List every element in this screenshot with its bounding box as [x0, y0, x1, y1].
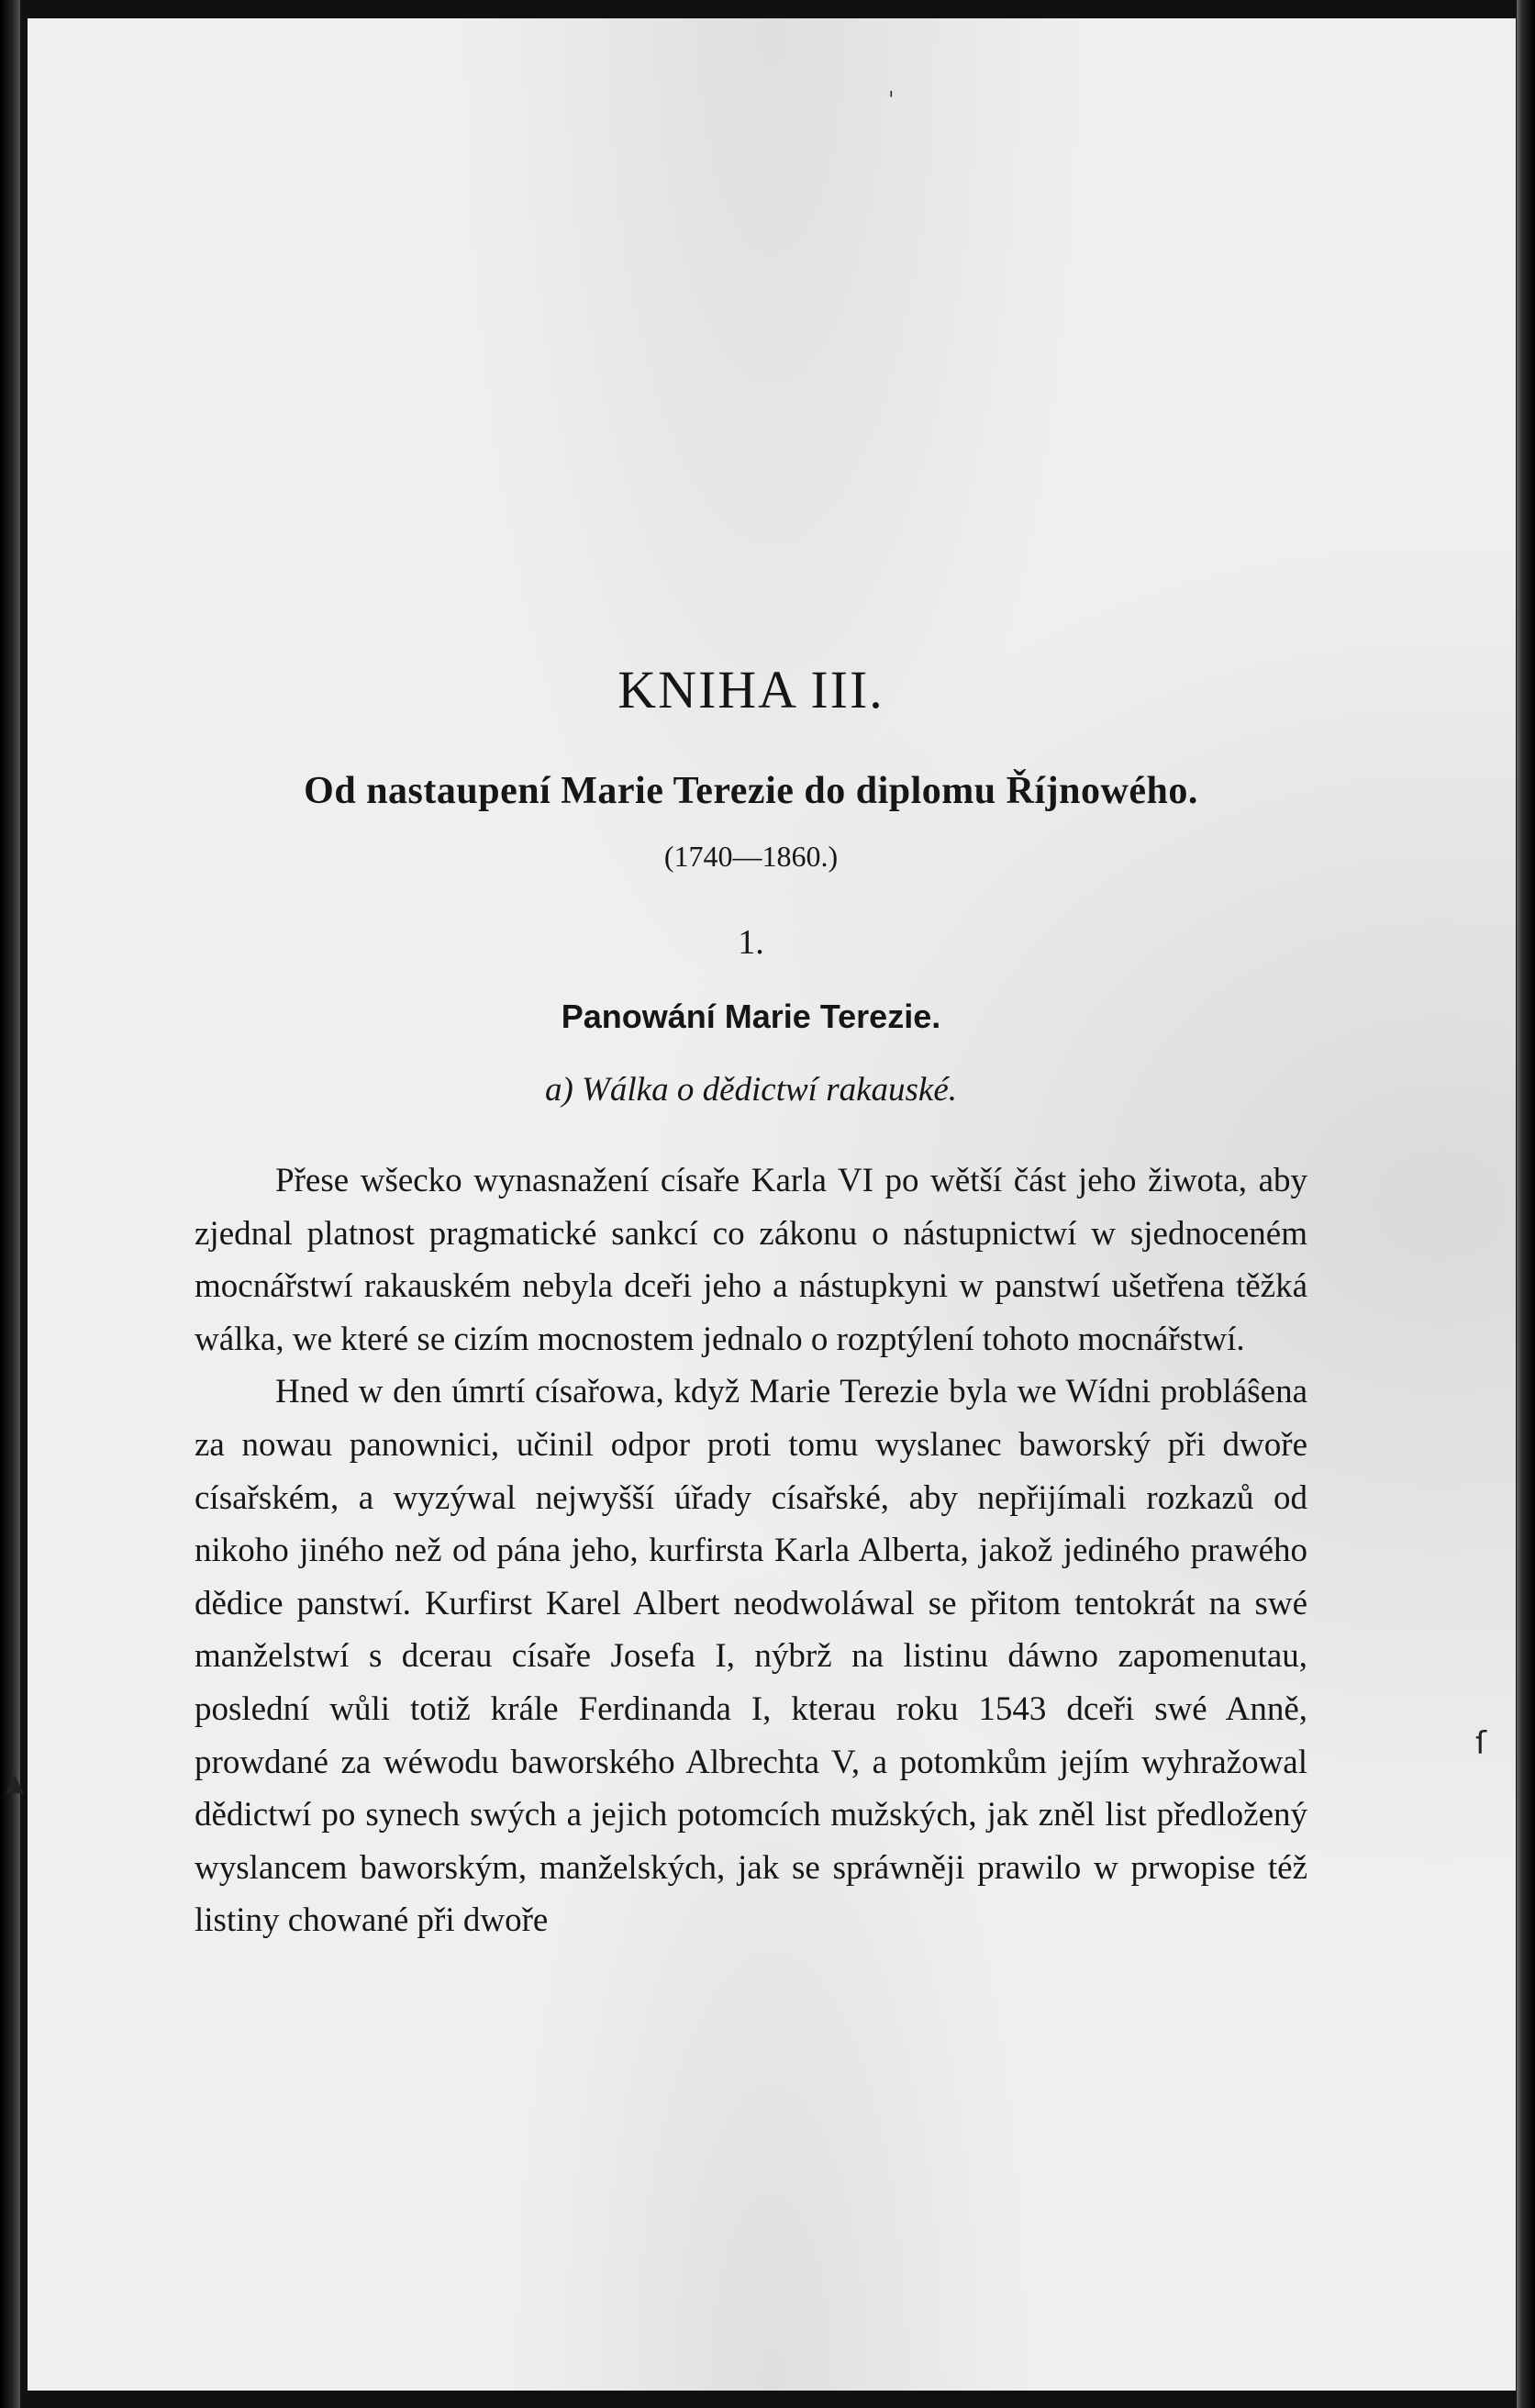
binding-mark-icon: ▲	[6, 1769, 24, 1797]
paragraph: Hned w den úmrtí císařowa, když Marie Terezie byla we Wídni probláŝena za nowau panownici, učinil odpor proti tomu wyslanec baworský při dwoře císařském, a wyzýwal nejwyšší úřady císařské, aby nepřijímali rozkazů od nikoho jiného než od pána jeho, kurfirsta Karla Alberta, jakož jediného prawého dědice panstwí. Kurfirst Karel Albert neodwoláwal se přitom tentokrát na swé manželstwí s dcerau císaře Josefa I, nýbrž na listinu dáwno zapomenutau, poslední wůli totiž krále Ferdinanda I, kterau roku 1543 dceři swé Anně, prowdané za wéwodu baworského Albrechta V, a potomkům jejím wyhražowal dědictwí po synech swých a jejich potomcích mužských, jak zněl list předložený wyslancem baworským, manželských, jak se spráwněji prawilo w prwopise též listiny chowané při dwoře	[195, 1373, 1307, 1940]
right-page-edge	[1517, 0, 1535, 2408]
section-title: Od nastaupení Marie Terezie do diplomu Říjnowého.	[304, 770, 1198, 812]
chapter-subheading: a) Wálka o dědictwí rakauské.	[544, 1071, 958, 1109]
body-text	[195, 1154, 1307, 1947]
years-range: (1740—1860.)	[663, 840, 839, 873]
chapter-number: 1.	[738, 923, 764, 962]
paragraph: Přese wšecko wynasnažení císaře Karla VI po wětší část jeho žiwota, aby zjednal platnost pragmatické sankcí co zákonu o nástupnictwí w sjednoceném mocnářstwí rakauském nebyla dceři jeho a nástupkyni w panstwí ušetřena těžká wálka, we které se cizím mocnostem jednalo o rozptýlení tohoto mocnářstwí.	[195, 1162, 1307, 1358]
chapter-title: Panowání Marie Terezie.	[561, 998, 941, 1035]
book-title: KNIHA III.	[617, 660, 884, 719]
left-page-edge	[0, 0, 20, 2408]
speck-icon: ˌ	[888, 73, 895, 99]
margin-stroke-icon: ſ	[1475, 1725, 1486, 1762]
